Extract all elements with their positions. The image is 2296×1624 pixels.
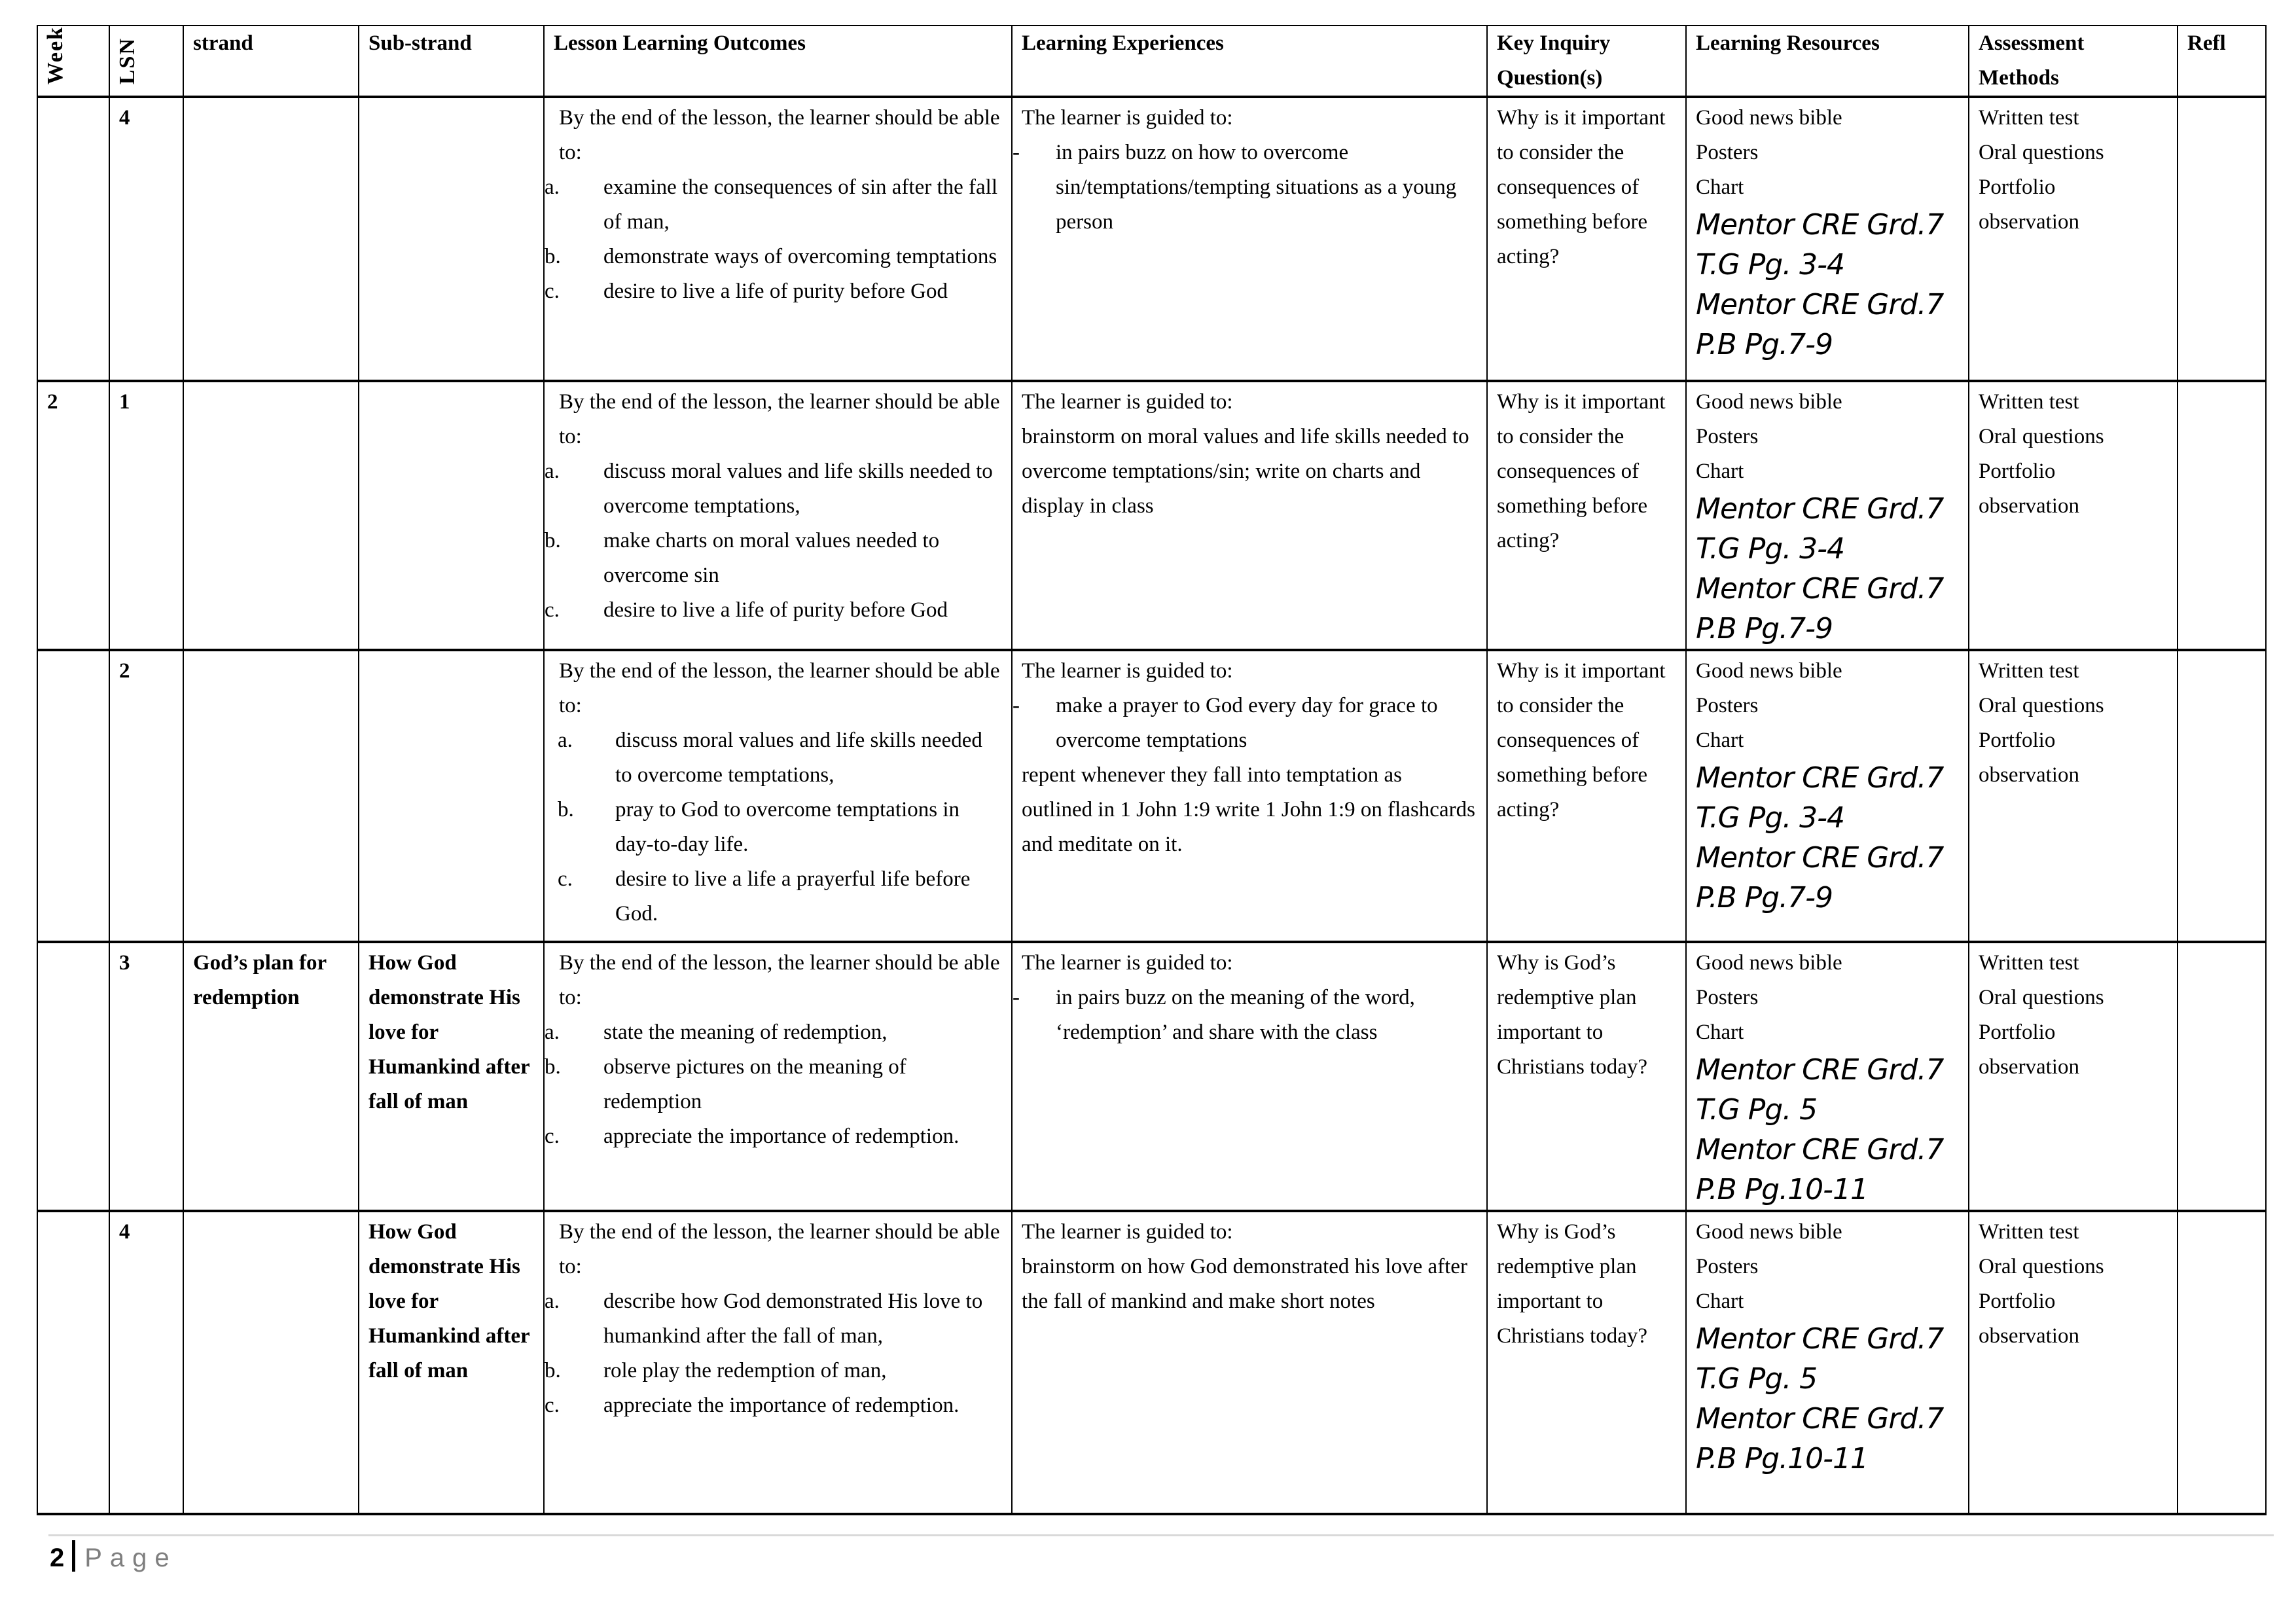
header-assessment: Assessment Methods xyxy=(1969,26,2178,97)
experiences-cell xyxy=(1012,650,1487,942)
outcomes-lead: By the end of the lesson, the learner should be able to: xyxy=(559,390,1000,449)
experience-item: brainstorm on how God demonstrated his love after the fall of mankind and make short notes xyxy=(1022,1255,1467,1314)
resource-book: Mentor CRE Grd.7 P.B Pg.7-9 xyxy=(1696,841,1944,915)
outcomes-list xyxy=(545,1284,1002,1423)
assessment-item: observation xyxy=(1979,494,2079,518)
scheme-of-work-table xyxy=(37,25,2267,1515)
inquiry-cell: Why is God’s redemptive plan important to Christians today? xyxy=(1487,942,1686,1211)
week-cell: 2 xyxy=(37,381,109,650)
header-experiences: Learning Experiences xyxy=(1012,26,1487,97)
outcomes-list xyxy=(545,1015,1002,1154)
strand-cell xyxy=(183,650,359,942)
assessment-item: Oral questions xyxy=(1979,694,2104,718)
resource-book: Mentor CRE Grd.7 T.G Pg. 3-4 xyxy=(1696,492,1944,566)
resources-cell xyxy=(1686,942,1969,1211)
header-reflection: Refl xyxy=(2178,26,2266,97)
inquiry-cell: Why is it important to consider the consequences of something before acting? xyxy=(1487,381,1686,650)
sub-strand-cell xyxy=(359,97,544,381)
header-outcomes: Lesson Learning Outcomes xyxy=(544,26,1012,97)
lsn-cell: 4 xyxy=(109,97,183,381)
resource-book: Mentor CRE Grd.7 P.B Pg.7-9 xyxy=(1696,288,1944,362)
page-footer xyxy=(50,1538,177,1578)
experiences-cell xyxy=(1012,942,1487,1211)
experience-item: brainstorm on moral values and life skills needed to overcome temptations/sin; write on charts and display in class xyxy=(1022,425,1469,518)
assessment-cell xyxy=(1969,1211,2178,1514)
page-label: Page xyxy=(84,1543,177,1572)
header-resources: Learning Resources xyxy=(1686,26,1969,97)
experience-item: - in pairs buzz on the meaning of the word, ‘redemption’ and share with the class xyxy=(1013,986,1415,1045)
header-sub-strand: Sub-strand xyxy=(359,26,544,97)
outcome-item: b. role play the redemption of man, xyxy=(545,1359,887,1383)
resource-book: Mentor CRE Grd.7 T.G Pg. 5 xyxy=(1696,1053,1944,1127)
resource-book: Mentor CRE Grd.7 T.G Pg. 5 xyxy=(1696,1322,1944,1396)
outcome-item: b. observe pictures on the meaning of redemption xyxy=(545,1055,906,1114)
experience-item: - in pairs buzz on how to overcome sin/temptations/tempting situations as a young person xyxy=(1013,141,1457,234)
outcome-item: c. appreciate the importance of redemption. xyxy=(545,1394,960,1418)
resource-item: Good news bible xyxy=(1696,659,1842,683)
outcome-item: a. examine the consequences of sin after the fall of man, xyxy=(545,175,997,234)
outcomes-list xyxy=(554,723,1002,931)
experiences-lead: The learner is guided to: xyxy=(1022,106,1233,130)
sub-strand-cell xyxy=(359,381,544,650)
assessment-item: Oral questions xyxy=(1979,986,2104,1010)
experiences-lead: The learner is guided to: xyxy=(1022,1220,1233,1244)
assessment-item: Oral questions xyxy=(1979,1255,2104,1279)
experiences-cell xyxy=(1012,381,1487,650)
table-row xyxy=(37,942,2266,1211)
experiences-cell xyxy=(1012,97,1487,381)
experiences-lead: The learner is guided to: xyxy=(1022,951,1233,975)
resource-book: Mentor CRE Grd.7 T.G Pg. 3-4 xyxy=(1696,761,1944,835)
header-week: Week xyxy=(37,26,109,97)
resource-item: Posters xyxy=(1696,425,1759,449)
resource-item: Good news bible xyxy=(1696,106,1842,130)
resource-item: Good news bible xyxy=(1696,951,1842,975)
resource-item: Chart xyxy=(1696,1290,1744,1314)
assessment-item: Oral questions xyxy=(1979,425,2104,449)
outcome-item: c. desire to live a life of purity before God xyxy=(545,280,948,304)
outcomes-lead: By the end of the lesson, the learner should be able to: xyxy=(559,1220,1000,1279)
experiences-lead: The learner is guided to: xyxy=(1022,659,1233,683)
resource-item: Chart xyxy=(1696,460,1744,484)
week-cell xyxy=(37,942,109,1211)
header-inquiry: Key Inquiry Question(s) xyxy=(1487,26,1686,97)
strand-cell xyxy=(183,97,359,381)
resource-item: Good news bible xyxy=(1696,1220,1842,1244)
outcomes-lead: By the end of the lesson, the learner should be able to: xyxy=(559,106,1000,165)
resource-item: Good news bible xyxy=(1696,390,1842,414)
assessment-item: observation xyxy=(1979,1324,2079,1348)
assessment-cell xyxy=(1969,650,2178,942)
assessment-item: Portfolio xyxy=(1979,1290,2056,1314)
outcomes-list xyxy=(545,454,1002,628)
resource-book: Mentor CRE Grd.7 P.B Pg.10-11 xyxy=(1696,1402,1944,1476)
outcome-item: b. make charts on moral values needed to overcome sin xyxy=(545,529,940,588)
assessment-item: Written test xyxy=(1979,1220,2079,1244)
header-lsn: LSN xyxy=(109,26,183,97)
assessment-item: Portfolio xyxy=(1979,460,2056,484)
inquiry-cell: Why is it important to consider the consequences of something before acting? xyxy=(1487,97,1686,381)
outcome-item: a. describe how God demonstrated His love to humankind after the fall of man, xyxy=(545,1290,983,1348)
outcomes-cell xyxy=(544,1211,1012,1514)
assessment-item: Written test xyxy=(1979,659,2079,683)
experiences-cell xyxy=(1012,1211,1487,1514)
outcomes-lead: By the end of the lesson, the learner should be able to: xyxy=(559,659,1000,718)
strand-cell xyxy=(183,1211,359,1514)
footer-divider xyxy=(48,1534,2274,1536)
outcomes-lead: By the end of the lesson, the learner should be able to: xyxy=(559,951,1000,1010)
resources-cell xyxy=(1686,381,1969,650)
outcome-item: c. desire to live a life of purity before God xyxy=(545,598,948,623)
outcome-item: b. demonstrate ways of overcoming temptations xyxy=(545,245,997,269)
reflection-cell xyxy=(2178,97,2266,381)
page-number: 2 xyxy=(50,1543,65,1572)
inquiry-cell: Why is it important to consider the consequences of something before acting? xyxy=(1487,650,1686,942)
outcomes-list xyxy=(545,170,1002,309)
strand-cell: God’s plan for redemption xyxy=(183,942,359,1211)
sub-strand-cell: How God demonstrate His love for Humankind after fall of man xyxy=(359,1211,544,1514)
table-row xyxy=(37,650,2266,942)
week-cell xyxy=(37,650,109,942)
outcome-item: a. state the meaning of redemption, xyxy=(545,1020,888,1045)
resource-item: Posters xyxy=(1696,141,1759,165)
assessment-item: Portfolio xyxy=(1979,175,2056,200)
week-cell xyxy=(37,97,109,381)
outcome-item: c. appreciate the importance of redemption. xyxy=(545,1125,960,1149)
assessment-item: observation xyxy=(1979,210,2079,234)
header-row xyxy=(37,26,2266,97)
reflection-cell xyxy=(2178,1211,2266,1514)
outcome-item: b. pray to God to overcome temptations in day-to-day life. xyxy=(558,798,960,857)
assessment-item: observation xyxy=(1979,1055,2079,1079)
outcome-item: c. desire to live a life a prayerful life before God. xyxy=(558,867,971,926)
footer-separator xyxy=(72,1540,75,1572)
resource-item: Chart xyxy=(1696,729,1744,753)
assessment-item: Written test xyxy=(1979,951,2079,975)
resource-book: Mentor CRE Grd.7 T.G Pg. 3-4 xyxy=(1696,208,1944,282)
experiences-lead: The learner is guided to: xyxy=(1022,390,1233,414)
experience-item: - make a prayer to God every day for grace to overcome temptations xyxy=(1013,694,1438,753)
sub-strand-cell xyxy=(359,650,544,942)
resource-item: Posters xyxy=(1696,986,1759,1010)
week-cell xyxy=(37,1211,109,1514)
outcomes-cell xyxy=(544,942,1012,1211)
inquiry-cell: Why is God’s redemptive plan important to Christians today? xyxy=(1487,1211,1686,1514)
resource-item: Chart xyxy=(1696,1020,1744,1045)
resource-item: Chart xyxy=(1696,175,1744,200)
table-row xyxy=(37,1211,2266,1514)
lsn-cell: 1 xyxy=(109,381,183,650)
strand-cell xyxy=(183,381,359,650)
lsn-cell: 2 xyxy=(109,650,183,942)
assessment-item: observation xyxy=(1979,763,2079,787)
outcomes-cell xyxy=(544,650,1012,942)
assessment-cell xyxy=(1969,942,2178,1211)
resource-book: Mentor CRE Grd.7 P.B Pg.10-11 xyxy=(1696,1133,1944,1207)
resources-cell xyxy=(1686,650,1969,942)
header-strand: strand xyxy=(183,26,359,97)
assessment-cell xyxy=(1969,97,2178,381)
outcomes-cell xyxy=(544,381,1012,650)
assessment-item: Oral questions xyxy=(1979,141,2104,165)
outcomes-cell xyxy=(544,97,1012,381)
lsn-cell: 4 xyxy=(109,1211,183,1514)
sub-strand-cell: How God demonstrate His love for Humankind after fall of man xyxy=(359,942,544,1211)
reflection-cell xyxy=(2178,381,2266,650)
resources-cell xyxy=(1686,97,1969,381)
assessment-item: Written test xyxy=(1979,106,2079,130)
resources-cell xyxy=(1686,1211,1969,1514)
resource-item: Posters xyxy=(1696,694,1759,718)
reflection-cell xyxy=(2178,942,2266,1211)
lsn-cell: 3 xyxy=(109,942,183,1211)
assessment-item: Portfolio xyxy=(1979,1020,2056,1045)
assessment-cell xyxy=(1969,381,2178,650)
experience-item: repent whenever they fall into temptation as outlined in 1 John 1:9 write 1 John 1:9 on flashcards and meditate on it. xyxy=(1022,763,1475,857)
assessment-item: Portfolio xyxy=(1979,729,2056,753)
outcome-item: a. discuss moral values and life skills needed to overcome temptations, xyxy=(545,460,993,518)
resource-book: Mentor CRE Grd.7 P.B Pg.7-9 xyxy=(1696,572,1944,646)
assessment-item: Written test xyxy=(1979,390,2079,414)
resource-item: Posters xyxy=(1696,1255,1759,1279)
table-row xyxy=(37,381,2266,650)
reflection-cell xyxy=(2178,650,2266,942)
table-row xyxy=(37,97,2266,381)
outcome-item: a. discuss moral values and life skills needed to overcome temptations, xyxy=(558,729,982,787)
